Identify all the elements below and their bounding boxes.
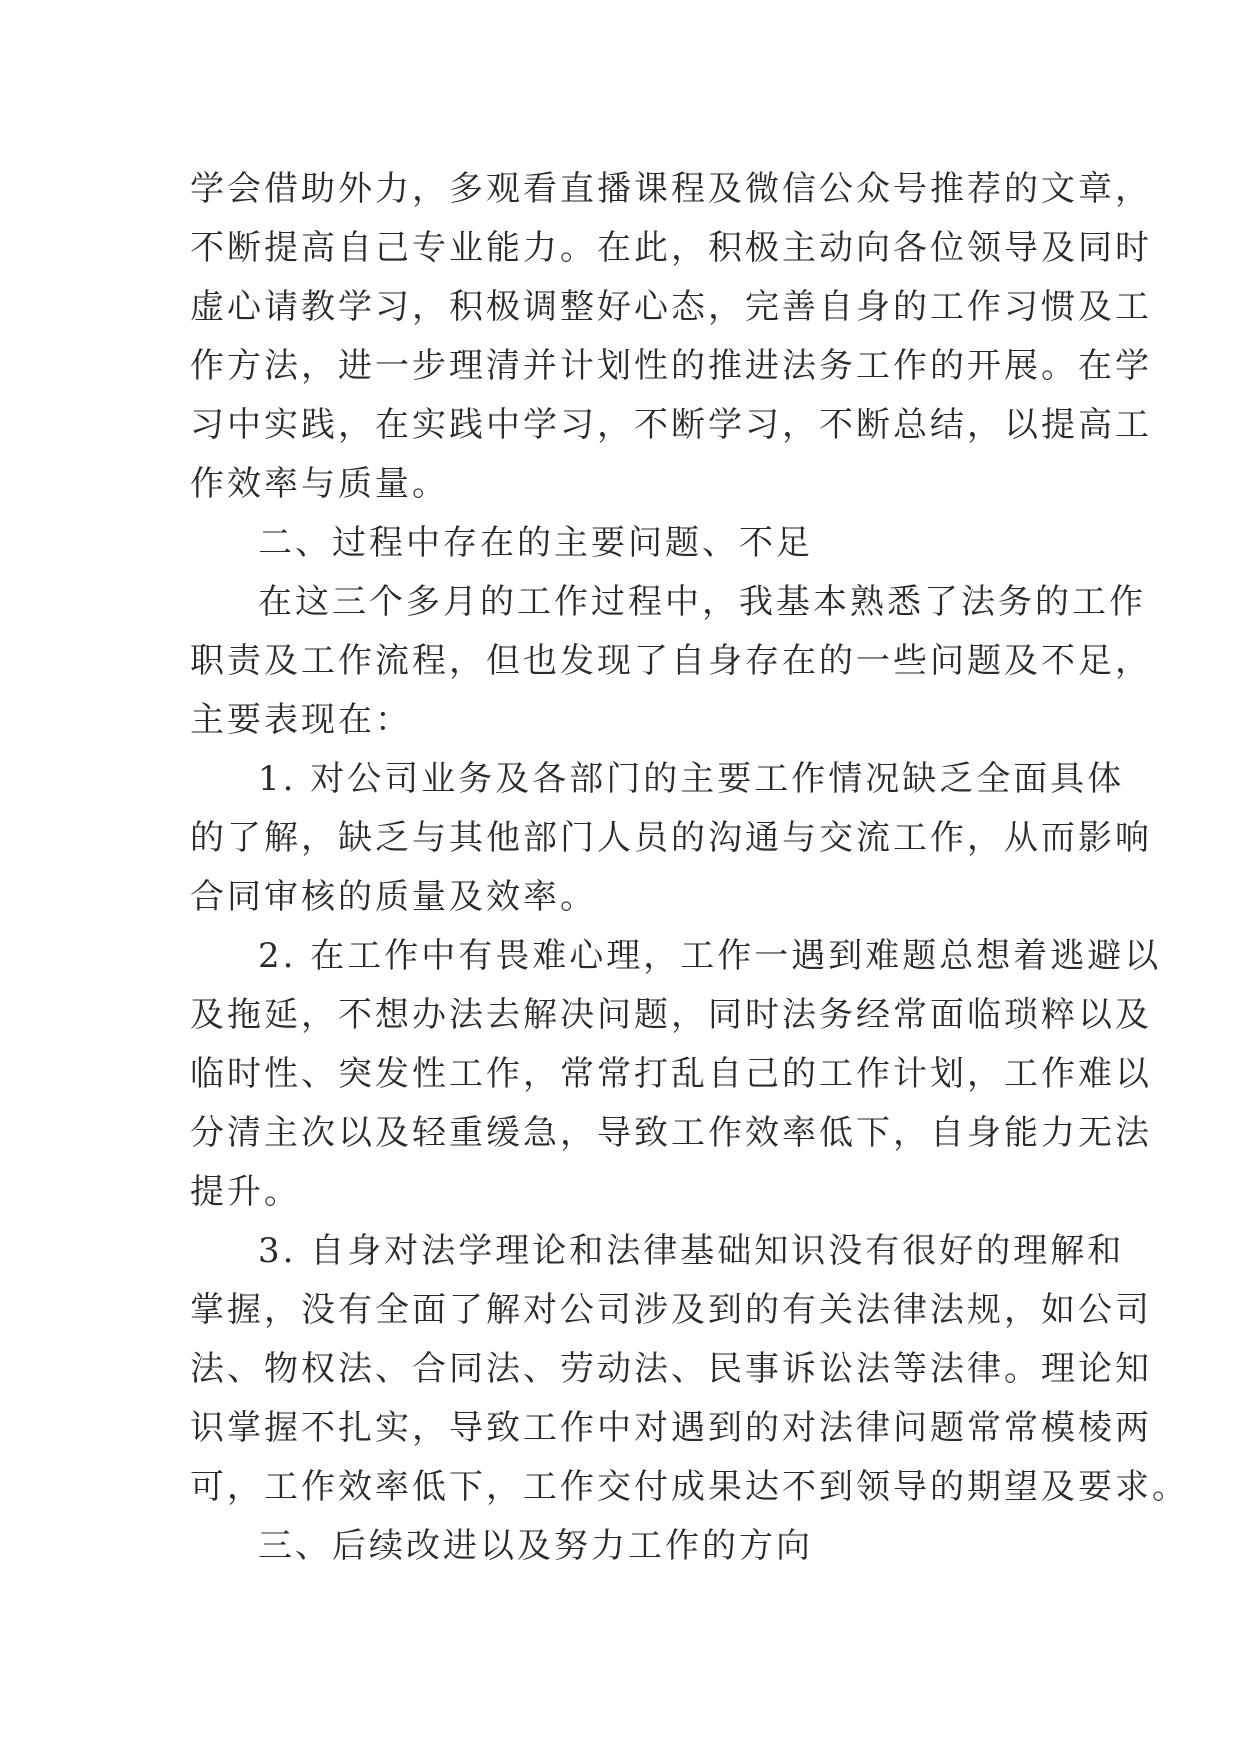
text-line: 合同审核的质量及效率。 [190,877,597,917]
text-line: 三、后续改进以及努力工作的方向 [258,1526,813,1566]
text-line: 作效率与质量。 [190,464,449,504]
text-line: 不断提高自己专业能力。在此，积极主动向各位领导及同时 [190,228,1152,268]
text-line: 职责及工作流程，但也发现了自身存在的一些问题及不足， [190,641,1152,681]
text-line: 2. 在工作中有畏难心理，工作一遇到难题总想着逃避以 [258,936,1162,976]
text-line: 主要表现在： [190,700,412,740]
text-line: 学会借助外力，多观看直播课程及微信公众号推荐的文章， [190,169,1152,209]
text-line: 1. 对公司业务及各部门的主要工作情况缺乏全面具体 [258,759,1125,799]
text-line: 作方法，进一步理清并计划性的推进法务工作的开展。在学 [190,346,1152,386]
body-paragraph [190,573,1152,750]
text-line: 3. 自身对法学理论和法律基础知识没有很好的理解和 [258,1231,1125,1271]
section-heading [190,514,1070,573]
text-line: 掌握，没有全面了解对公司涉及到的有关法律法规，如公司 [190,1290,1152,1330]
text-line: 的了解，缺乏与其他部门人员的沟通与交流工作，从而影响 [190,818,1152,858]
body-paragraph [190,160,1152,514]
text-line: 临时性、突发性工作，常常打乱自己的工作计划，工作难以 [190,1054,1152,1094]
text-line: 识掌握不扎实，导致工作中对遇到的对法律问题常常模棱两 [190,1408,1152,1448]
text-line: 二、过程中存在的主要问题、不足 [258,523,813,563]
document-body [190,160,1189,1576]
list-item-paragraph [190,1222,1189,1517]
text-line: 在这三个多月的工作过程中，我基本熟悉了法务的工作 [258,582,1146,622]
text-line: 虚心请教学习，积极调整好心态，完善自身的工作习惯及工 [190,287,1152,327]
list-item-paragraph [190,927,1162,1222]
list-item-paragraph [190,750,1152,927]
text-line: 分清主次以及轻重缓急，导致工作效率低下，自身能力无法 [190,1113,1152,1153]
text-line: 及拖延，不想办法去解决问题，同时法务经常面临琐粹以及 [190,995,1152,1035]
text-line: 提升。 [190,1172,301,1212]
text-line: 法、物权法、合同法、劳动法、民事诉讼法等法律。理论知 [190,1349,1152,1389]
text-line: 习中实践，在实践中学习，不断学习，不断总结，以提高工 [190,405,1152,445]
section-heading [190,1517,1070,1576]
text-line: 可，工作效率低下，工作交付成果达不到领导的期望及要求。 [190,1467,1189,1507]
